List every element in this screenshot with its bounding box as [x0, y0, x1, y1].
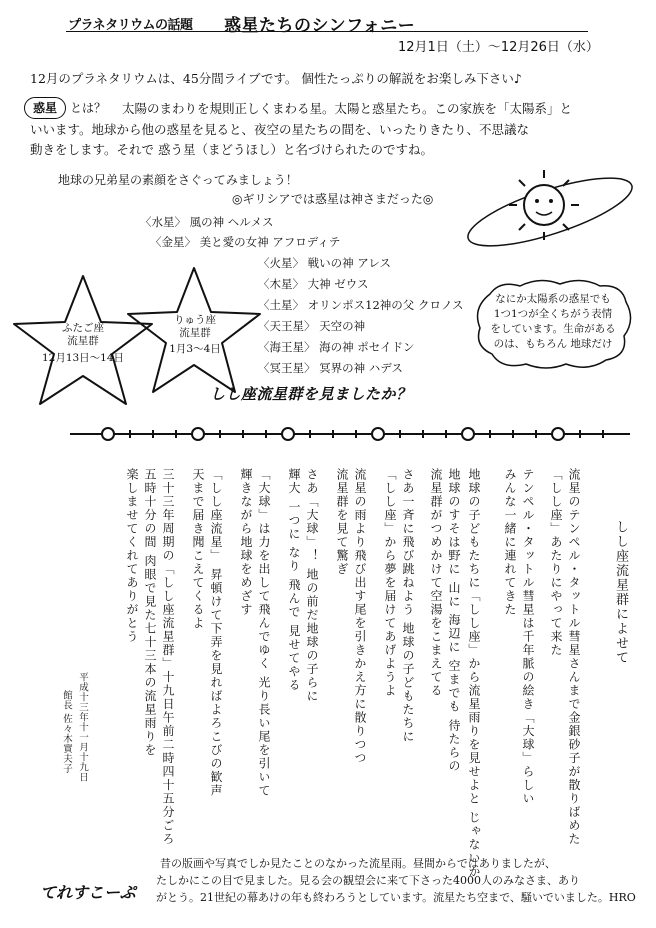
bubble-line-3: をしています。生命がある — [490, 323, 616, 335]
poem-line: 三十三年周期の「しし座流星群」十九日午前二時四十五分ごろ — [161, 468, 175, 846]
sun-illustration — [460, 150, 640, 270]
divider-rule — [70, 424, 630, 444]
planet-pluto: 〈冥王星〉 冥界の神 ハデス — [258, 361, 403, 375]
circle-divider — [70, 424, 630, 444]
planet-uranus: 〈天王星〉 天空の神 — [258, 319, 366, 333]
poem-line: 楽しませてくれてありがとう — [125, 468, 139, 644]
page-title: 惑星たちのシンフォニー — [224, 16, 416, 36]
definition-line-1: 太陽のまわりを規則正しくまわる星。太陽と惑星たち。この家族を「太陽系」と — [122, 101, 573, 116]
greek-title: ◎ギリシアでは惑星は神さまだった◎ — [232, 192, 434, 206]
poem-line: 地球の子どもたちに「しし座」から流星雨りを見せよと じゃないか — [467, 468, 481, 879]
bubble-line-4: のは、もちろん 地球だけ — [493, 338, 613, 350]
poem-line: 「大球」は力を出して飛んでゆく 光り長い尾を引いて — [257, 468, 271, 798]
poem-line: 流星の雨より飛び出す尾を引きかえ方に散りつつ — [353, 468, 367, 765]
geminids-date: 12月13日～14日 — [41, 352, 125, 364]
geminids-label-1: ふたご座 — [62, 322, 104, 334]
leonid-heading: しし座流星群を見ましたか？ — [210, 385, 412, 403]
footer-line-3: がとう。21世紀の幕あけの年も終わろうとしています。流星たち空まで、騒いでいました。HRO — [156, 891, 636, 904]
poem-line: 流星群を見て驚ぎ — [335, 468, 349, 576]
event-dates: 12月1日（土）～12月26日（水） — [398, 40, 599, 55]
planet-jupiter: 〈木星〉 大神 ゼウス — [258, 277, 369, 291]
poem-title: しし座流星群によせて — [613, 520, 628, 665]
term-suffix: とは？ — [70, 101, 107, 115]
bubble-line-2: 1つ1つが全くちがう表情 — [493, 308, 613, 320]
poem-line: 「しし座流星」 昇頓けて下弄を見ればよろこびの歓声 — [209, 468, 223, 798]
poem-line: 流星群がつめかけて空湯をこまえてる — [429, 468, 443, 698]
header-category: プラネタリウムの話題 — [68, 18, 193, 33]
poem-line: 五時十分の間 肉眼で見た七十三本の流星雨りを — [143, 468, 157, 757]
footer-line-1: 昔の版画や写真でしか見たことのなかった流星雨。昼間からではありましたが、 — [160, 857, 556, 870]
poem-line: さあ「大球」！ 地の前だ地球の子らに — [305, 468, 319, 703]
intro-line: 12月のプラネタリウムは、45分間ライブです。 個性たっぷりの解説をお楽しみ下さい♪ — [30, 71, 522, 86]
draconids-date: 1月3～4日 — [169, 343, 221, 355]
definition-line-2: いいます。地球から他の惑星を見ると、夜空の星たちの間を、いったりきたり、不思議な — [30, 122, 530, 137]
footer-label: てれすこーぷ — [40, 883, 136, 902]
poem-line: 天まで届き聞こえてくるよ — [191, 468, 205, 630]
planet-mercury: 〈水星〉 風の神 ヘルメス — [140, 215, 274, 229]
planet-venus: 〈金星〉 美と愛の女神 アフロディテ — [150, 235, 341, 249]
planet-mars: 〈火星〉 戦いの神 アレス — [258, 256, 392, 270]
poem-line: テンペル・タットル彗星は千年脈の絵き「大球」らしい — [521, 468, 535, 806]
poem-line: 「しし座」から夢を届けてあげようよ — [383, 468, 397, 698]
poem-line: 輝大 一つに なり 飛んで 見せてやる — [287, 468, 301, 692]
geminids-label-2: 流星群 — [67, 335, 99, 347]
term-badge: 惑星 — [24, 97, 66, 119]
planet-saturn: 〈土星〉 オリンポス12神の父 クロノス — [258, 298, 464, 312]
signature-date: 平成十三年十一月十九日 — [77, 672, 88, 782]
poem-line: 「しし座」あたりにやって来た — [549, 468, 563, 657]
poem-line: 流星のテンペル・タットル彗星さんまで金銀砂子が散りばめた — [567, 468, 581, 846]
poem-line: 地球のすそは野に 山に 海辺に 空までも 待たらの — [447, 468, 461, 773]
definition-line-3: 動きをします。それで 惑う星（まどうほし）と名づけられたのですね。 — [30, 142, 433, 157]
bubble-line-1: なにか太陽系の惑星でも — [495, 293, 611, 305]
header-rule — [66, 31, 588, 32]
poem-line: みんな一緒に連れてきた — [503, 468, 517, 617]
footer-line-2: たしかにこの目で見ました。見る会の観望会に来て下さった4000人のみなさま、あり — [156, 874, 580, 887]
poem-line: さあ一斉に飛び跳ねよう 地球の子どもたちに — [401, 468, 415, 744]
poem-line: 輝きながら地球をめざす — [239, 468, 253, 617]
draconids-label-1: りゅう座 — [174, 314, 216, 326]
signature-name: 館長 佐々木實夫子 — [61, 690, 72, 774]
draconids-label-2: 流星群 — [179, 327, 211, 339]
planet-neptune: 〈海王星〉 海の神 ポセイドン — [258, 340, 415, 354]
sun-icon — [460, 150, 640, 270]
greek-lead: 地球の兄弟星の素顔をさぐってみましょう！ — [58, 173, 298, 187]
